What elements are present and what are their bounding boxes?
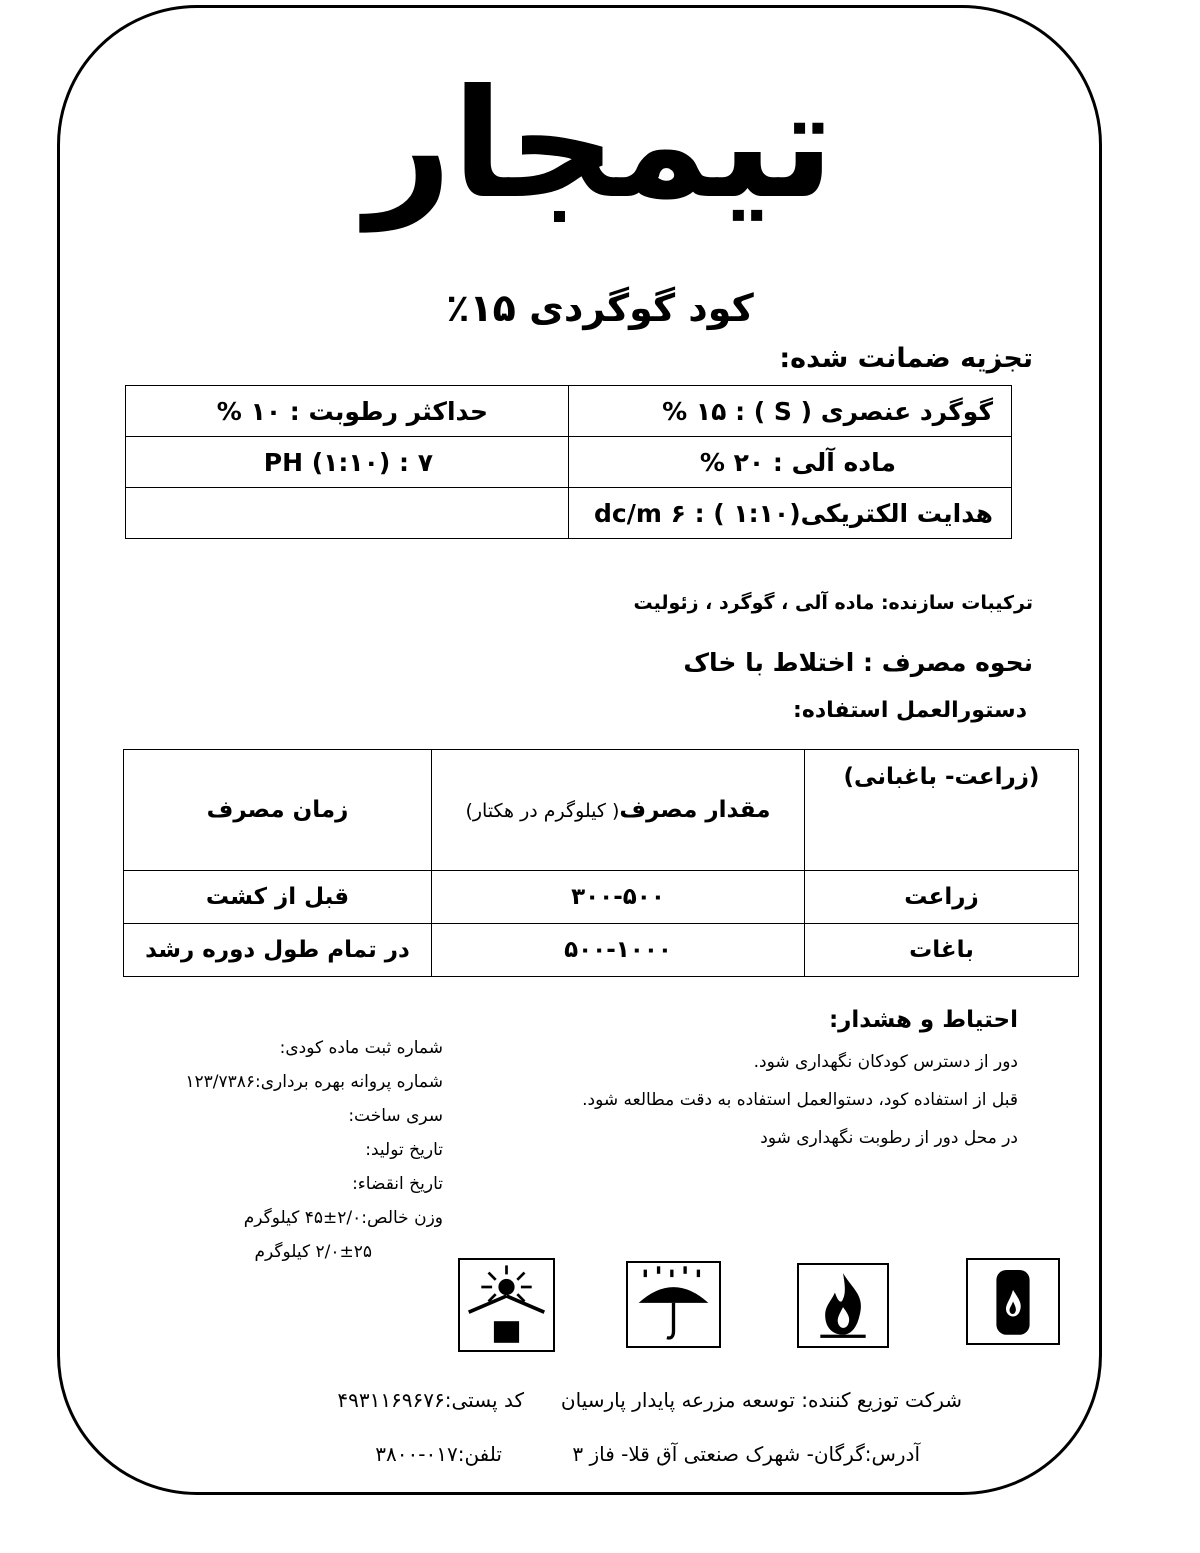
fire-extinguisher-icon [966,1258,1060,1345]
net-weight: وزن خالص:۲/۰±۴۵ کیلوگرم [243,1208,443,1228]
table-row [124,924,1079,977]
production-date: تاریخ تولید: [365,1140,443,1160]
batch-number: سری ساخت: [348,1106,443,1126]
table-row [124,871,1079,924]
license-number: شماره پروانه بهره برداری:۱۲۳/۷۳۸۶ [185,1072,443,1092]
analysis-table [125,385,1012,539]
address: آدرس:گرگان- شهرک صنعتی آق قلا- فاز ۳ [572,1442,920,1466]
keep-dry-umbrella-icon [626,1261,721,1348]
analysis-cell: گوگرد عنصری ( S ) : ۱۵ % [569,386,1012,437]
time-cell: در تمام طول دوره رشد [124,924,432,977]
crop-cell: باغات [805,924,1079,977]
instructions-heading: دستورالعمل استفاده: [793,698,1027,723]
registration-number: شماره ثبت ماده کودی: [279,1038,443,1058]
product-title: کود گوگردی ۱۵٪ [446,286,754,330]
header-amount [432,750,805,871]
distributor: شرکت توزیع کننده: توسعه مزرعه پایدار پارسیان [560,1388,962,1412]
analysis-cell [126,488,569,539]
amount-cell: ۵۰۰-۱۰۰۰ [432,924,805,977]
warning-line: در محل دور از رطوبت نگهداری شود [760,1128,1018,1148]
phone: تلفن:۰۱۷-۳۸۰۰ [375,1442,502,1466]
postal-code: کد پستی:۴۹۳۱۱۶۹۶۷۶ [337,1388,524,1412]
keep-away-from-sun-icon [458,1258,555,1352]
analysis-cell: هدایت الکتریکی(۱:۱۰ ) : ۶ dc/m [569,488,1012,539]
header-time: زمان مصرف [124,750,432,871]
brand-name: تیمجار [365,58,835,232]
amount-cell: ۳۰۰-۵۰۰ [432,871,805,924]
usage-table [123,749,1079,977]
expiry-date: تاریخ انقضاء: [352,1174,443,1194]
header-amount-unit: ( کیلوگرم در هکتار) [465,800,620,822]
time-cell: قبل از کشت [124,871,432,924]
ingredients: ترکیبات سازنده: ماده آلی ، گوگرد ، زئولیت [633,592,1033,614]
warning-heading: احتیاط و هشدار: [828,1007,1018,1033]
table-row [126,488,1012,539]
crop-cell: زراعت [805,871,1079,924]
analysis-cell: PH (۱:۱۰) : ۷ [126,437,569,488]
table-row [126,386,1012,437]
net-weight-alt: ۲/۰±۲۵ کیلوگرم [254,1242,372,1262]
usage-method: نحوه مصرف : اختلاط با خاک [683,648,1033,677]
warning-line: قبل از استفاده کود، دستوالعمل استفاده به دقت مطالعه شود. [582,1090,1018,1110]
header-crop: (زراعت- باغبانی) [805,750,1079,871]
guaranteed-analysis-heading: تجزیه ضمانت شده: [779,343,1033,374]
warning-line: دور از دسترس کودکان نگهداری شود. [753,1052,1018,1072]
table-row [126,437,1012,488]
header-amount-label: مقدار مصرف [619,797,771,823]
analysis-cell: حداکثر رطوبت : ۱۰ % [126,386,569,437]
table-header-row [124,750,1079,871]
analysis-cell: ماده آلی : ۲۰ % [569,437,1012,488]
flammable-fire-icon [797,1263,889,1348]
